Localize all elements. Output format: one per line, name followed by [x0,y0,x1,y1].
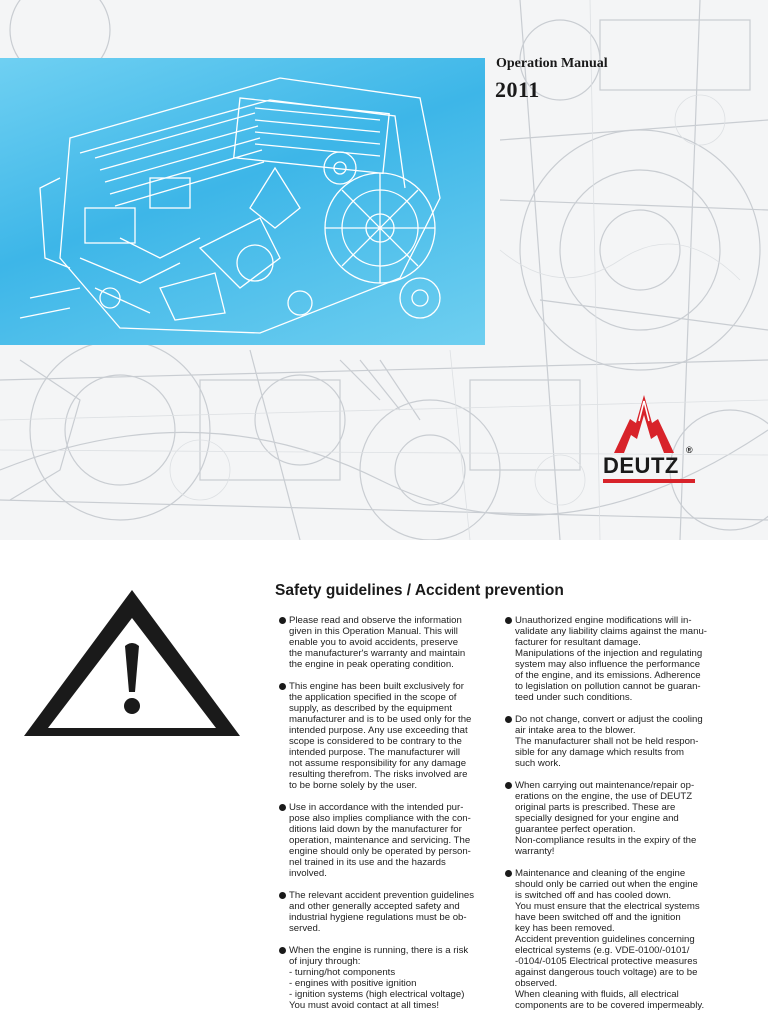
safety-column-right [505,615,735,1022]
bullet-icon [279,617,286,624]
logo-underline [603,479,695,483]
safety-item [279,615,509,670]
safety-item-text: Do not change, convert or adjust the cooling air intake area to the blower. The manufacturer shall not be held respon- sible for any damage which results from such work. [515,714,703,769]
safety-item [279,890,509,934]
safety-item [505,615,735,703]
safety-item [279,802,509,879]
safety-title: Safety guidelines / Accident prevention [275,582,564,599]
bullet-icon [279,947,286,954]
engine-illustration [0,58,485,345]
safety-item-text: Please read and observe the information given in this Operation Manual. This will enable you to avoid accidents, preserve the manufacturer's warranty and maintain the engine in peak operating condition. [289,615,466,670]
warning-triangle-exclamation-icon [22,588,242,738]
bullet-icon [505,782,512,789]
safety-item-text: Maintenance and cleaning of the engine should only be carried out when the engine is switched off and has cooled down. You must ensure that the electrical systems have been switched off and the ignition key has been removed. Accident prevention guidelines concerning electrical systems (e.g. VDE-0100/-0101/ -0104/-0105 Electrical protective measures against dangerous touch voltage) are to be observed. When cleaning with fluids, all electrical components are to be covered impermeably. [515,868,705,1011]
bullet-icon [505,716,512,723]
manual-year: 2011 [495,77,540,102]
safety-item-text: The relevant accident prevention guidelines and other generally accepted safety and industrial hygiene regulations must be ob- served. [289,890,475,934]
safety-item-text: This engine has been built exclusively for the application specified in the scope of supply, as described by the equipment manufacturer and is to be used only for the intended purpose. Any use exceeding that scope is considered to be contrary to the intended purpose. The manufacturer will not assume responsibility for any damage resulting therefrom. The risks involved are to be borne solely by the user. [289,681,472,791]
logo-wordmark: DEUTZ [603,453,679,478]
safety-item [505,868,735,1011]
deutz-logo [600,393,700,485]
safety-item [505,780,735,857]
safety-item [279,681,509,791]
safety-item-text: Unauthorized engine modifications will in- validate any liability claims against the manu- facturer for resultant damage. Manipulations of the injection and regulating system may also influence the performance of the engine, and its emissions. Adherence to legislation on pollution cannot be guaran- teed under such conditions. [515,615,707,703]
safety-item-text: When carrying out maintenance/repair op- erations on the engine, the use of DEUTZ original parts is prescribed. These are specially designed for your engine and guarantee perfect operation. Non-compliance results in the expiry of the warranty! [515,780,697,857]
bullet-icon [505,617,512,624]
bullet-icon [505,870,512,877]
manual-subtitle: Operation Manual [496,56,608,71]
safety-item [279,945,509,1011]
safety-item [505,714,735,769]
safety-column-left [279,615,509,1022]
bullet-icon [279,804,286,811]
registered-mark: ® [686,445,693,455]
safety-item-text: When the engine is running, there is a risk of injury through: - turning/hot components - engines with positive ignition - ignition systems (high electrical voltage) You must avoid contact at all times! [289,945,469,1011]
bullet-icon [279,892,286,899]
bullet-icon [279,683,286,690]
safety-item-text: Use in accordance with the intended pur- pose also implies compliance with the con- ditions laid down by the manufacturer for operation, maintenance and servicing. The engine should only be operated by person- nel trained in its use and the hazards involved. [289,802,471,879]
